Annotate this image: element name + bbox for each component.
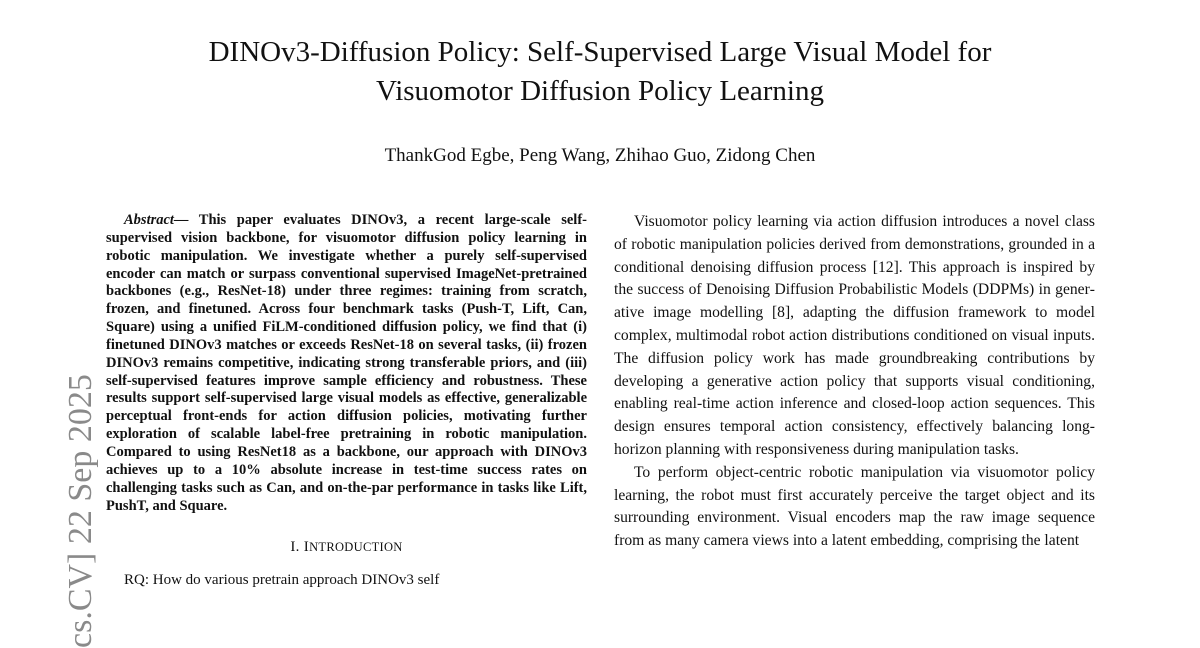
paper-title (100, 33, 1100, 111)
right-column (614, 211, 1095, 553)
section-first-letter: I (303, 539, 310, 556)
abstract (106, 212, 587, 515)
arxiv-id-stamp: cs.CV] 22 Sep 2025 (62, 374, 99, 648)
section-numeral: I. (290, 539, 300, 556)
abstract-label: Abstract— (124, 212, 189, 228)
section-rest: NTRODUCTION (309, 540, 403, 555)
left-column (106, 212, 587, 590)
body-paragraph-1: Visuomotor policy learning via action diffusion introduces a novel class of robotic manipulation policies derived from demonstrations, grounded in a conditional denoising diffusion process [12]. This approach is inspired by the success of Denoising Diffusion Probabilistic Models (DDPMs) in generative image modelling [8], adapting the diffusion framework to model complex, multimodal robot action distributions conditioned on visual inputs. The diffusion policy work has made groundbreaking contributions by developing a generative action policy that supports visual conditioning, enabling real-time action inference and closed-loop action sequences. This design ensures temporal action consistency, effectively balancing long-horizon planning with responsiveness during manipulation tasks. (614, 213, 1095, 458)
intro-partial-line: RQ: How do various pretrain approach DINOv3 self (124, 572, 440, 589)
section-heading-introduction (106, 539, 587, 556)
author-list: ThankGod Egbe, Peng Wang, Zhihao Guo, Zidong Chen (384, 145, 816, 166)
body-paragraph-2: To perform object-centric robotic manipulation via visuomotor policy learning, the robot must first accurately perceive the target object and its surrounding environment. Visual encoders map the raw image sequence from as many camera views into a latent embedding, comprising the latent (614, 463, 1095, 550)
abstract-text: This paper evaluates DINOv3, a recent large-scale self-supervised vision backbone, for visuomotor diffusion policy learning in robotic manipulation. We investigate whether a purely self-supervised encoder can match or surpass conventional supervised ImageNet-pretrained backbones (e.g., ResNet-18) under three regimes: training from scratch, frozen, and finetuned. Across four benchmark tasks (Push-T, Lift, Can, Square) using a unified FiLM-conditioned diffusion policy, we find that (i) finetuned DINOv3 matches or exceeds ResNet-18 on several tasks, (ii) frozen DINOv3 remains competitive, indicating strong transferable priors, and (iii) self-supervised features improve sample efficiency and robustness. These results support self-supervised large visual models as effective, generalizable perceptual front-ends for action diffusion policies, motivating further exploration of scalable label-free pretraining in robotic manipulation. Compared to using ResNet18 as a backbone, our approach with DINOv3 achieves up to a 10% absolute increase in test-time success rates on challenging tasks such as Can, and on-the-par performance in tasks like Lift, PushT, and Square. (106, 212, 587, 514)
title-line-2: Visuomotor Diffusion Policy Learning (376, 75, 824, 107)
title-line-1: DINOv3-Diffusion Policy: Self-Supervised Large Visual Model for (208, 36, 992, 68)
